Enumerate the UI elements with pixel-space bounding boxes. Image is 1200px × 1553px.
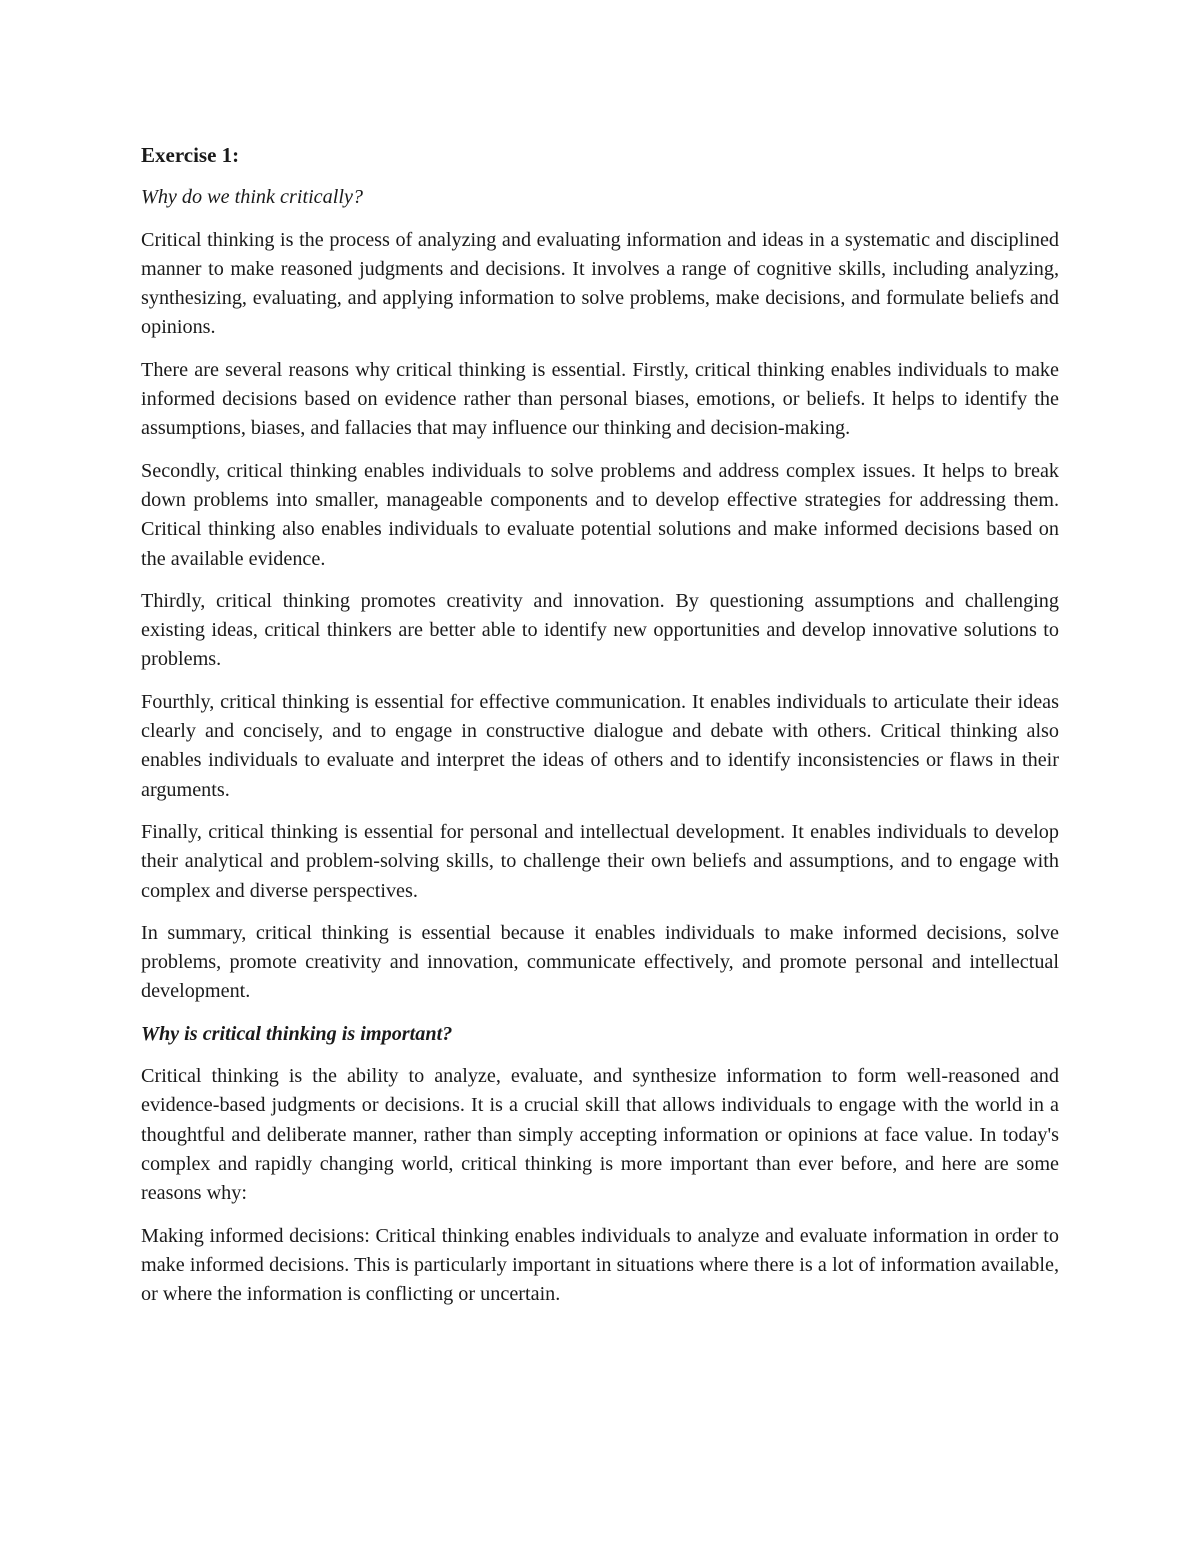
paragraph: Finally, critical thinking is essential for personal and intellectual development. It enables individuals to develop their analytical and problem-solving skills, to challenge their own beliefs and assumptions, and to engage with complex and diverse perspectives.: [141, 820, 1059, 902]
exercise-title: Exercise 1:: [141, 143, 240, 167]
paragraph: Critical thinking is the process of analyzing and evaluating information and ideas in a systematic and disciplined manner to make reasoned judgments and decisions. It involves a range of cognitive skills, including analyzing, synthesizing, evaluating, and applying information to solve problems, make decisions, and formulate beliefs and opinions.: [141, 228, 1059, 339]
paragraph: Secondly, critical thinking enables individuals to solve problems and address complex issues. It helps to break down problems into smaller, manageable components and to develop effective strategies for addressing them. Critical thinking also enables individuals to evaluate potential solutions and make informed decisions based on the available evidence.: [141, 459, 1059, 570]
question-heading-2: Why is critical thinking is important?: [141, 1022, 453, 1045]
paragraph: In summary, critical thinking is essential because it enables individuals to make informed decisions, solve problems, promote creativity and innovation, communicate effectively, and promote personal and intellectual development.: [141, 921, 1059, 1003]
document-body: [141, 141, 1059, 1322]
paragraph: Making informed decisions: Critical thinking enables individuals to analyze and evaluate information in order to make informed decisions. This is particularly important in situations where there is a lot of information available, or where the information is conflicting or uncertain.: [141, 1224, 1059, 1306]
paragraph: Thirdly, critical thinking promotes creativity and innovation. By questioning assumptions and challenging existing ideas, critical thinkers are better able to identify new opportunities and develop innovative solutions to problems.: [141, 589, 1059, 671]
paragraph: Fourthly, critical thinking is essential for effective communication. It enables individuals to articulate their ideas clearly and concisely, and to engage in constructive dialogue and debate with others. Critical thinking also enables individuals to evaluate and interpret the ideas of others and to identify inconsistencies or flaws in their arguments.: [141, 690, 1059, 801]
paragraph: Critical thinking is the ability to analyze, evaluate, and synthesize information to form well-reasoned and evidence-based judgments or decisions. It is a crucial skill that allows individuals to engage with the world in a thoughtful and deliberate manner, rather than simply accepting information or opinions at face value. In today's complex and rapidly changing world, critical thinking is more important than ever before, and here are some reasons why:: [141, 1065, 1059, 1205]
paragraph: There are several reasons why critical thinking is essential. Firstly, critical thinking enables individuals to make informed decisions based on evidence rather than personal biases, emotions, or beliefs. It helps to identify the assumptions, biases, and fallacies that may influence our thinking and decision-making.: [141, 358, 1059, 440]
question-heading-1: Why do we think critically?: [141, 186, 364, 209]
